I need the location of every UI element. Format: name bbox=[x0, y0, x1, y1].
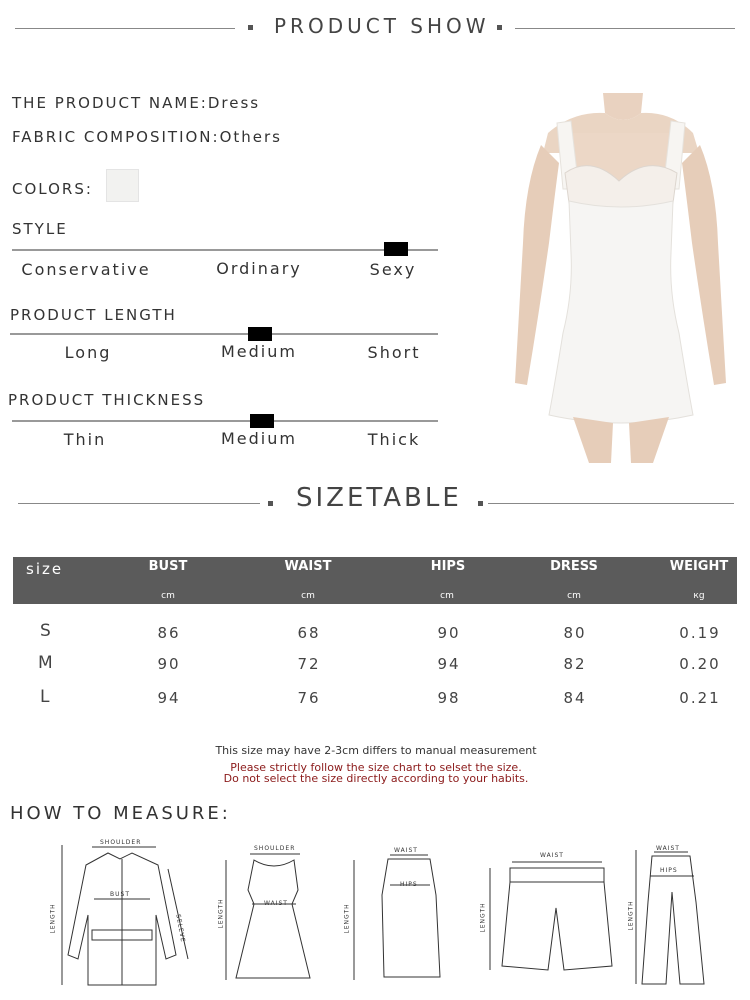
style-title: STYLE bbox=[12, 220, 68, 238]
shorts-waist-label: WAIST bbox=[540, 852, 564, 859]
table-cell: 90 bbox=[157, 655, 181, 673]
skirt-hips-label: HIPS bbox=[400, 881, 418, 888]
col-weight-header: WEIGHT bbox=[669, 559, 729, 574]
table-cell: 68 bbox=[297, 624, 321, 642]
skirt-icon bbox=[340, 845, 450, 990]
style-option-sexy: Sexy bbox=[369, 260, 417, 279]
skirt-waist-label: WAIST bbox=[394, 847, 418, 854]
shorts-icon bbox=[478, 848, 618, 978]
pants-length-label: LENGTH bbox=[627, 900, 635, 931]
table-cell: 98 bbox=[437, 689, 461, 707]
col-bust-unit: cm bbox=[161, 591, 175, 601]
table-cell: 72 bbox=[297, 655, 321, 673]
how-to-measure-title: HOW TO MEASURE: bbox=[10, 803, 231, 824]
col-dress-header: DRESS bbox=[550, 559, 598, 574]
col-bust-header: BUST bbox=[148, 559, 188, 574]
table-cell: 82 bbox=[563, 655, 587, 673]
jacket-length-label: LENGTH bbox=[49, 903, 57, 934]
product-photo bbox=[493, 93, 740, 463]
measurement-note: This size may have 2-3cm differs to manual measurement bbox=[215, 744, 537, 757]
table-cell: 84 bbox=[563, 689, 587, 707]
dress-length-label: LENGTH bbox=[217, 898, 225, 929]
jacket-measure-figure bbox=[48, 835, 198, 995]
pants-waist-label: WAIST bbox=[656, 845, 680, 852]
thickness-option-thin: Thin bbox=[63, 430, 107, 449]
table-cell: 0.21 bbox=[679, 689, 721, 707]
length-marker bbox=[248, 327, 272, 341]
style-option-conservative: Conservative bbox=[21, 260, 151, 279]
product-name-label: THE PRODUCT NAME: bbox=[12, 94, 208, 112]
skirt-measure-figure bbox=[340, 845, 450, 990]
thickness-option-medium: Medium bbox=[221, 429, 297, 448]
header-line-left bbox=[15, 28, 235, 29]
style-scale-line bbox=[12, 249, 438, 251]
thickness-option-thick: Thick bbox=[367, 430, 421, 449]
product-name-value: Dress bbox=[207, 94, 261, 112]
dress-shoulder-label: SHOULDER bbox=[254, 845, 296, 852]
length-scale-line bbox=[10, 333, 438, 335]
dress-icon bbox=[214, 840, 314, 990]
row-size-label: M bbox=[38, 653, 53, 673]
sizetable-dot-right bbox=[478, 501, 483, 506]
col-hips-header: HIPS bbox=[430, 559, 466, 574]
sizetable-line-right bbox=[488, 503, 734, 504]
dress-waist-label: WAIST bbox=[264, 900, 288, 907]
pants-icon bbox=[624, 842, 714, 992]
style-option-ordinary: Ordinary bbox=[216, 259, 302, 278]
col-waist-header: WAIST bbox=[284, 559, 332, 574]
shorts-measure-figure bbox=[478, 848, 618, 978]
header-dot-left bbox=[248, 25, 253, 30]
row-size-label: S bbox=[40, 621, 51, 641]
sizetable-dot-left bbox=[268, 501, 273, 506]
table-cell: 80 bbox=[563, 624, 587, 642]
fabric-row bbox=[12, 128, 282, 146]
table-cell: 0.20 bbox=[679, 655, 721, 673]
table-cell: 94 bbox=[157, 689, 181, 707]
table-cell: 86 bbox=[157, 624, 181, 642]
table-cell: 76 bbox=[297, 689, 321, 707]
thickness-title: PRODUCT THICKNESS bbox=[8, 391, 206, 409]
shorts-length-label: LENGTH bbox=[479, 902, 487, 933]
pants-measure-figure bbox=[624, 842, 714, 992]
table-cell: 94 bbox=[437, 655, 461, 673]
table-cell: 90 bbox=[437, 624, 461, 642]
size-warning-1: Please strictly follow the size chart to selset the size. bbox=[230, 761, 522, 774]
dress-mannequin-image bbox=[493, 93, 740, 463]
product-show-title: PRODUCT SHOW bbox=[274, 14, 490, 38]
length-option-short: Short bbox=[367, 343, 421, 362]
size-column-header: size bbox=[26, 560, 64, 578]
color-swatch-white[interactable] bbox=[106, 169, 139, 202]
col-weight-unit: кg bbox=[693, 591, 705, 601]
size-warning-2: Do not select the size directly according to your habits. bbox=[223, 772, 529, 785]
length-option-long: Long bbox=[64, 343, 112, 362]
dress-measure-figure bbox=[214, 840, 314, 990]
header-line-right bbox=[515, 28, 735, 29]
col-dress-unit: cm bbox=[567, 591, 581, 601]
pants-hips-label: HIPS bbox=[660, 867, 678, 874]
style-marker bbox=[384, 242, 408, 256]
jacket-bust-label: BUST bbox=[110, 891, 130, 898]
fabric-label: FABRIC COMPOSITION: bbox=[12, 128, 220, 146]
length-title: PRODUCT LENGTH bbox=[10, 306, 177, 324]
fabric-value: Others bbox=[219, 128, 282, 146]
jacket-shoulder-label: SHOULDER bbox=[100, 839, 142, 846]
skirt-length-label: LENGTH bbox=[343, 903, 351, 934]
sizetable-line-left bbox=[18, 503, 260, 504]
header-dot-right bbox=[497, 25, 502, 30]
sizetable-title: SIZETABLE bbox=[296, 483, 462, 513]
col-hips-unit: cm bbox=[440, 591, 454, 601]
thickness-marker bbox=[250, 414, 274, 428]
col-waist-unit: cm bbox=[301, 591, 315, 601]
jacket-sleeve-label: SELEVE bbox=[174, 913, 187, 944]
colors-label: COLORS: bbox=[12, 180, 93, 198]
row-size-label: L bbox=[40, 687, 50, 707]
length-option-medium: Medium bbox=[221, 342, 297, 361]
table-cell: 0.19 bbox=[679, 624, 721, 642]
product-name-row bbox=[12, 94, 260, 112]
thickness-scale-line bbox=[12, 420, 438, 422]
